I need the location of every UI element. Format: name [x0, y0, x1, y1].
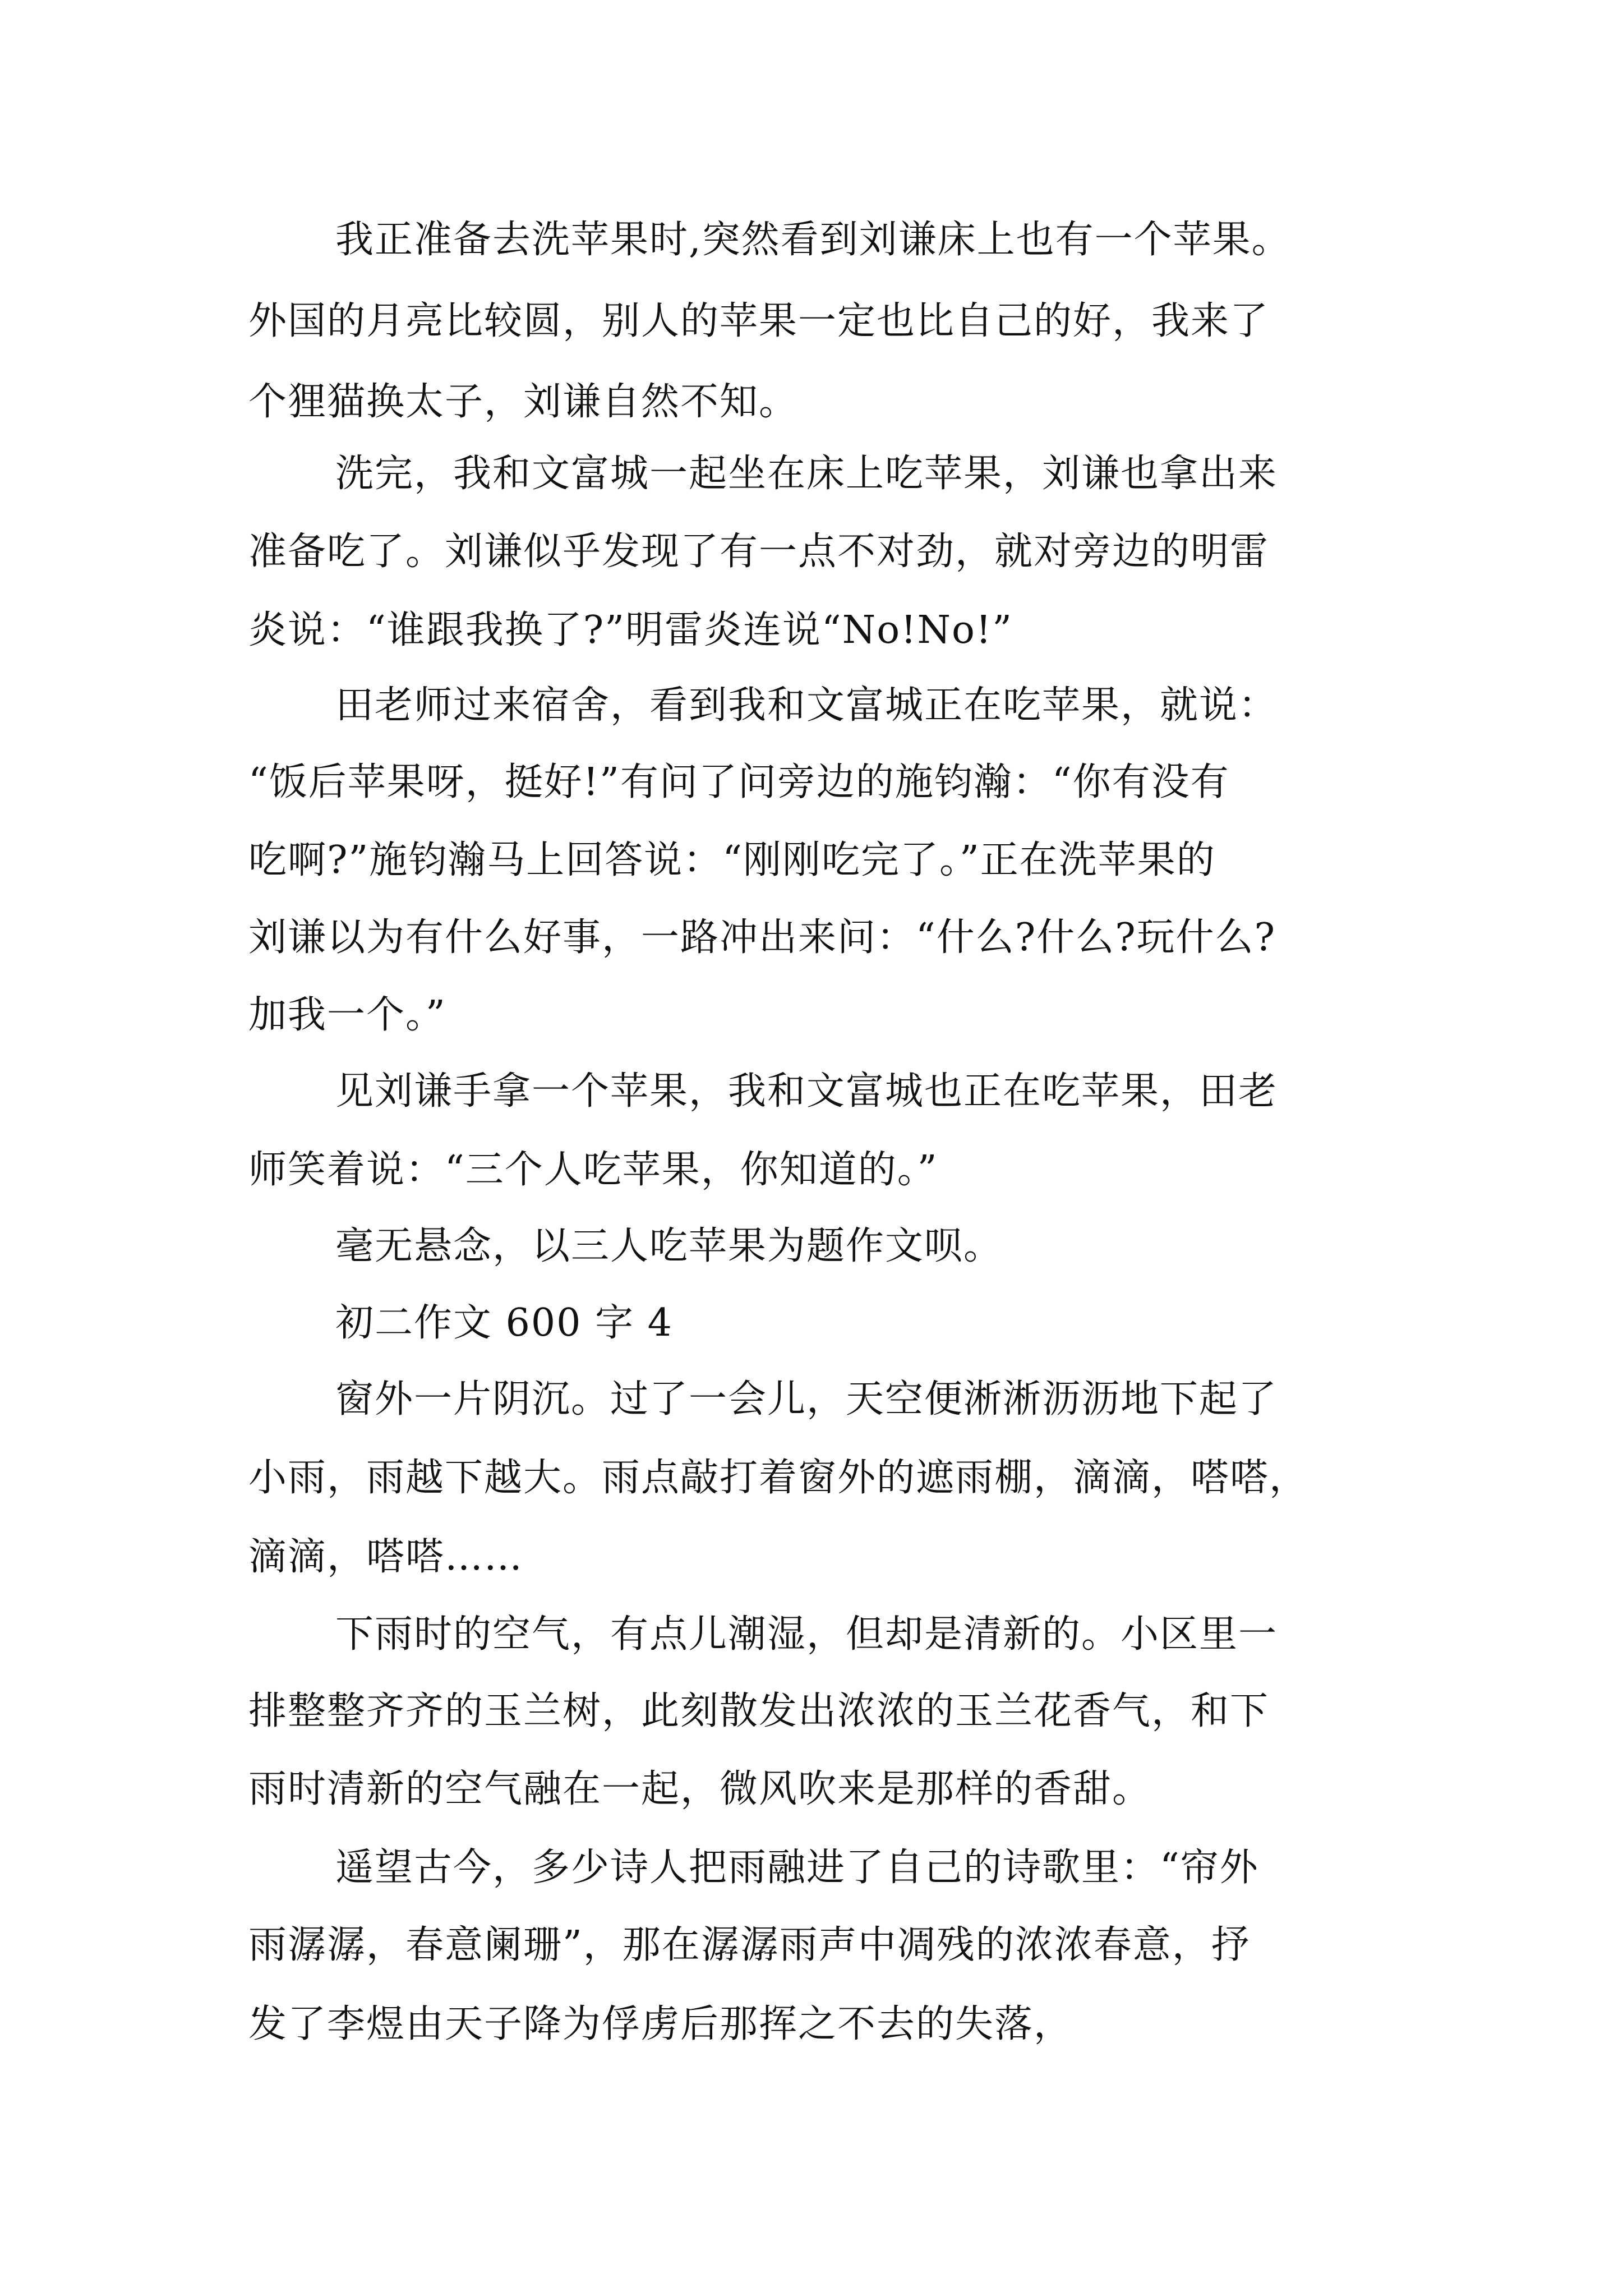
- paragraph-4-line-1: 见刘谦手拿一个苹果，我和文富城也正在吃苹果，田老: [335, 1069, 1278, 1114]
- paragraph-2-line-3: 炎说：“谁跟我换了?”明雷炎连说“No!No!”: [248, 608, 1013, 652]
- paragraph-7-line-3: 雨时清新的空气融在一起，微风吹来是那样的香甜。: [248, 1767, 1152, 1811]
- paragraph-5-line-1: 毫无悬念，以三人吃苹果为题作文呗。: [335, 1224, 1003, 1268]
- paragraph-3-line-2: “饭后苹果呀，挺好!”有问了问旁边的施钧瀚：“你有没有: [248, 760, 1230, 804]
- paragraph-1-line-2: 外国的月亮比较圆，别人的苹果一定也比自己的好，我来了: [248, 299, 1270, 343]
- paragraph-8-line-2: 雨潺潺，春意阑珊”，那在潺潺雨声中凋残的浓浓春意，抒: [248, 1923, 1251, 1967]
- paragraph-3-line-5: 加我一个。”: [248, 993, 446, 1037]
- paragraph-4-line-2: 师笑着说：“三个人吃苹果，你知道的。”: [248, 1148, 938, 1192]
- paragraph-3-line-1: 田老师过来宿舍，看到我和文富城正在吃苹果，就说：: [335, 683, 1278, 728]
- section-heading: 初二作文 600 字 4: [335, 1301, 673, 1345]
- paragraph-2-line-1: 洗完，我和文富城一起坐在床上吃苹果，刘谦也拿出来: [335, 452, 1278, 496]
- paragraph-7-line-1: 下雨时的空气，有点儿潮湿，但却是清新的。小区里一: [335, 1612, 1278, 1657]
- paragraph-3-line-4: 刘谦以为有什么好事，一路冲出来问：“什么?什么?玩什么?: [248, 915, 1276, 960]
- paragraph-6-line-1: 窗外一片阴沉。过了一会儿，天空便淅淅沥沥地下起了: [335, 1377, 1278, 1421]
- paragraph-1-line-3: 个狸猫换太子，刘谦自然不知。: [248, 380, 799, 424]
- paragraph-7-line-2: 排整整齐齐的玉兰树，此刻散发出浓浓的玉兰花香气，和下: [248, 1689, 1270, 1733]
- paragraph-1-line-1: 我正准备去洗苹果时,突然看到刘谦床上也有一个苹果。: [335, 218, 1291, 262]
- paragraph-8-line-1: 遥望古今，多少诗人把雨融进了自己的诗歌里：“帘外: [335, 1846, 1259, 1890]
- paragraph-3-line-3: 吃啊?”施钧瀚马上回答说：“刚刚吃完了。”正在洗苹果的: [248, 838, 1216, 882]
- paragraph-6-line-2: 小雨，雨越下越大。雨点敲打着窗外的遮雨棚，滴滴，嗒嗒，: [248, 1456, 1309, 1500]
- paragraph-2-line-2: 准备吃了。刘谦似乎发现了有一点不对劲，就对旁边的明雷: [248, 530, 1270, 574]
- paragraph-6-line-3: 滴滴，嗒嗒……: [248, 1535, 524, 1579]
- paragraph-8-line-3: 发了李煜由天子降为俘虏后那挥之不去的失落，: [248, 2002, 1073, 2046]
